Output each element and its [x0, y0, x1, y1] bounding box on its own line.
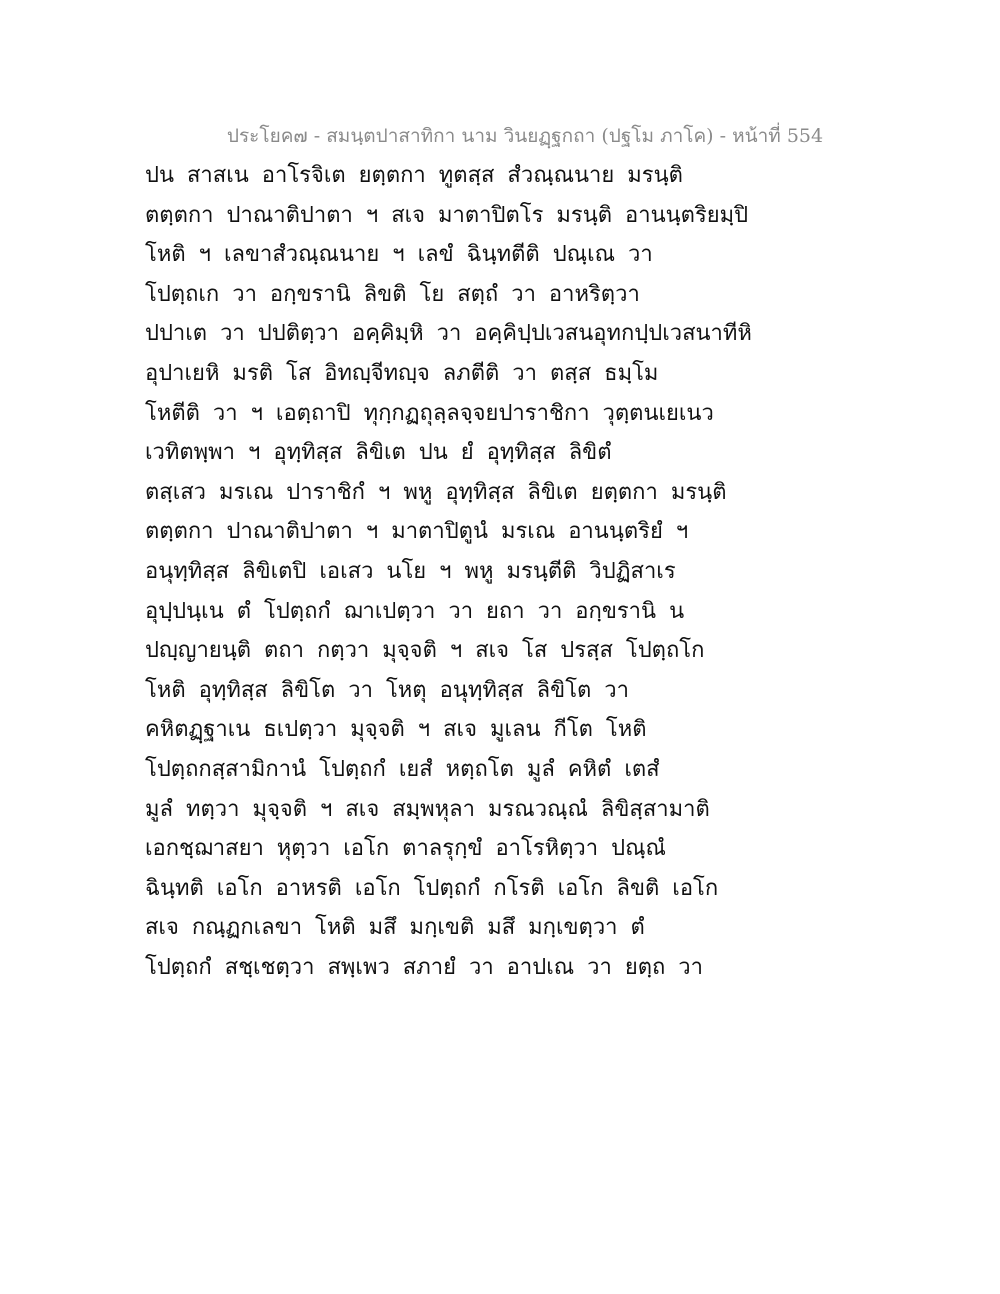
text-line: โหติ ฯ เลขาสํวณฺณนาย ฯ เลขํ ฉินฺทตีติ ปณฺเณ วา: [145, 242, 653, 268]
text-line: โหติ อุทฺทิสฺส ลิขิโต วา โหตุ อนุทฺทิสฺส ลิขิโต วา: [145, 677, 630, 703]
text-line: คหิตฏฺฐาเน ธเปตฺวา มุจฺจติ ฯ สเจ มูเลน กีโต โหติ: [145, 717, 647, 743]
text-line: ปญฺญายนฺติ ตถา กตฺวา มุจฺจติ ฯ สเจ โส ปรสฺส โปตฺถโก: [145, 638, 705, 664]
text-line: อุปาเยหิ มรติ โส อิทญฺจีทญฺจ ลภตีติ วา ตสฺส ธมฺโม: [145, 360, 659, 386]
text-line: ตสฺเสว มรเณ ปาราชิกํ ฯ พหู อุทฺทิสฺส ลิขิเต ยตฺตกา มรนฺติ: [145, 479, 727, 505]
text-line: เวทิตพฺพา ฯ อุทฺทิสฺส ลิขิเต ปน ยํ อุทฺทิสฺส ลิขิตํ: [145, 440, 612, 466]
text-line: ปน สาสเน อาโรจิเต ยตฺตกา ทูตสฺส สํวณฺณนาย มรนฺติ: [145, 163, 683, 188]
text-line: อุปฺปนฺเน ตํ โปตฺถกํ ฌาเปตฺวา วา ยถา วา อกฺขรานิ น: [145, 598, 685, 624]
text-line: โปตฺถกสฺสามิกานํ โปตฺถกํ เยสํ หตฺถโต มูลํ คหิตํ เตสํ: [145, 756, 660, 782]
running-header: ประโยค๗ - สมนฺตปาสาทิกา นาม วินยฏฺฐกถา (ปฐโม ภาโค) - หน้าที่ 554: [226, 125, 824, 147]
text-line: มูลํ ทตฺวา มุจฺจติ ฯ สเจ สมฺพหุลา มรณวณฺณํ ลิขิสฺสามาติ: [145, 796, 710, 822]
body-text: [145, 156, 865, 987]
text-line: โปตฺถกํ สชฺเชตฺวา สพฺเพว สภายํ วา อาปเณ วา ยตฺถ วา: [145, 954, 704, 980]
text-line: อนุทฺทิสฺส ลิขิเตปิ เอเสว นโย ฯ พหู มรนฺตีติ วิปฏิสาเร: [145, 558, 676, 584]
text-line: โหตีติ วา ฯ เอตฺถาปิ ทุกฺกฏถุลฺลจฺจยปาราชิกา วุตฺตนเยเนว: [145, 400, 714, 426]
text-line: ปปาเต วา ปปติตฺวา อคฺคิมฺหิ วา อคฺคิปฺปเวสนอุทกปฺปเวสนาทีหิ: [145, 321, 752, 347]
text-line: ฉินฺทติ เอโก อาหรติ เอโก โปตฺถกํ กโรติ เอโก ลิขติ เอโก: [145, 875, 719, 901]
text-line: เอกชฺฌาสยา หุตฺวา เอโก ตาลรุกฺขํ อาโรหิตฺวา ปณฺณํ: [145, 836, 666, 862]
text-line: ตตฺตกา ปาณาติปาตา ฯ สเจ มาตาปิตโร มรนฺติ อานนฺตริยมฺปิ: [145, 202, 749, 228]
text-line: ตตฺตกา ปาณาติปาตา ฯ มาตาปิตูนํ มรเณ อานนฺตริยํ ฯ: [145, 519, 689, 545]
text-line: สเจ กณฺฏกเลขา โหติ มสึ มกฺเขติ มสึ มกฺเขตฺวา ตํ: [145, 915, 645, 941]
text-line: โปตฺถเก วา อกฺขรานิ ลิขติ โย สตฺถํ วา อาหริตฺวา: [145, 281, 640, 307]
